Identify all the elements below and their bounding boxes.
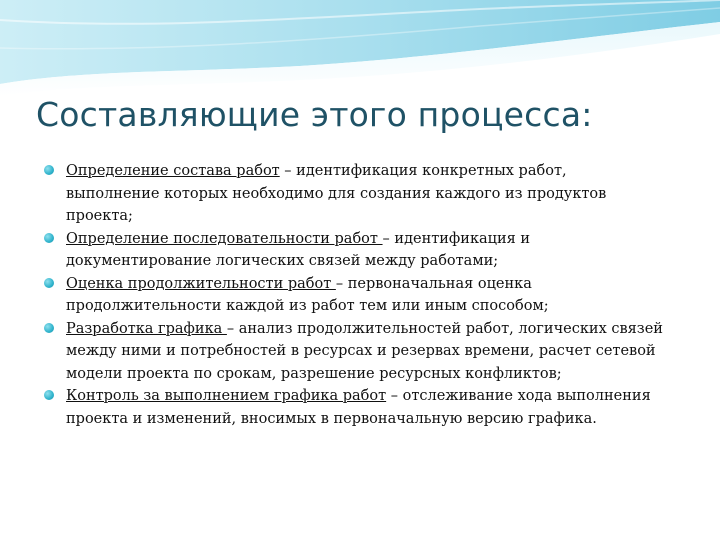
bullet-dot-icon bbox=[44, 323, 54, 333]
bullet-text: – анализ продолжительностей работ, логических связей между ними и потребностей в ресурсах и резервах времени, расчет сетевой модели проекта по срокам, разрешение ресурсных конфликтов; bbox=[66, 320, 663, 382]
bullet-text: – идентификация и документирование логических связей между работами; bbox=[66, 230, 531, 269]
slide-title: Составляющие этого процесса: bbox=[36, 95, 593, 134]
bullet-dot-icon bbox=[44, 165, 54, 175]
bullet-text: – первоначальная оценка продолжительности каждой из работ тем или иным способом; bbox=[66, 275, 549, 314]
bullet-list bbox=[44, 160, 664, 430]
bullet-term: Контроль за выполнением графика работ bbox=[66, 388, 387, 404]
bullet-text: – идентификация конкретных работ, выполнение которых необходимо для создания каждого из продуктов проекта; bbox=[66, 163, 607, 224]
bullet-dot-icon bbox=[44, 278, 54, 288]
bullet-term: Определение последовательности работ bbox=[66, 230, 383, 247]
bullet-term: Оценка продолжительности работ bbox=[66, 275, 336, 292]
bullet-text: – отслеживание хода выполнения проекта и изменений, вносимых в первоначальную версию графика. bbox=[66, 388, 651, 427]
bullet-item bbox=[44, 228, 664, 273]
bullet-item bbox=[44, 273, 664, 318]
bullet-item bbox=[44, 385, 664, 430]
decorative-wave-banner bbox=[0, 0, 720, 110]
bullet-item bbox=[44, 160, 664, 228]
bullet-term: Разработка графика bbox=[66, 320, 227, 337]
bullet-item bbox=[44, 318, 664, 386]
bullet-dot-icon bbox=[44, 390, 54, 400]
bullet-dot-icon bbox=[44, 233, 54, 243]
bullet-term: Определение состава работ bbox=[66, 163, 280, 179]
